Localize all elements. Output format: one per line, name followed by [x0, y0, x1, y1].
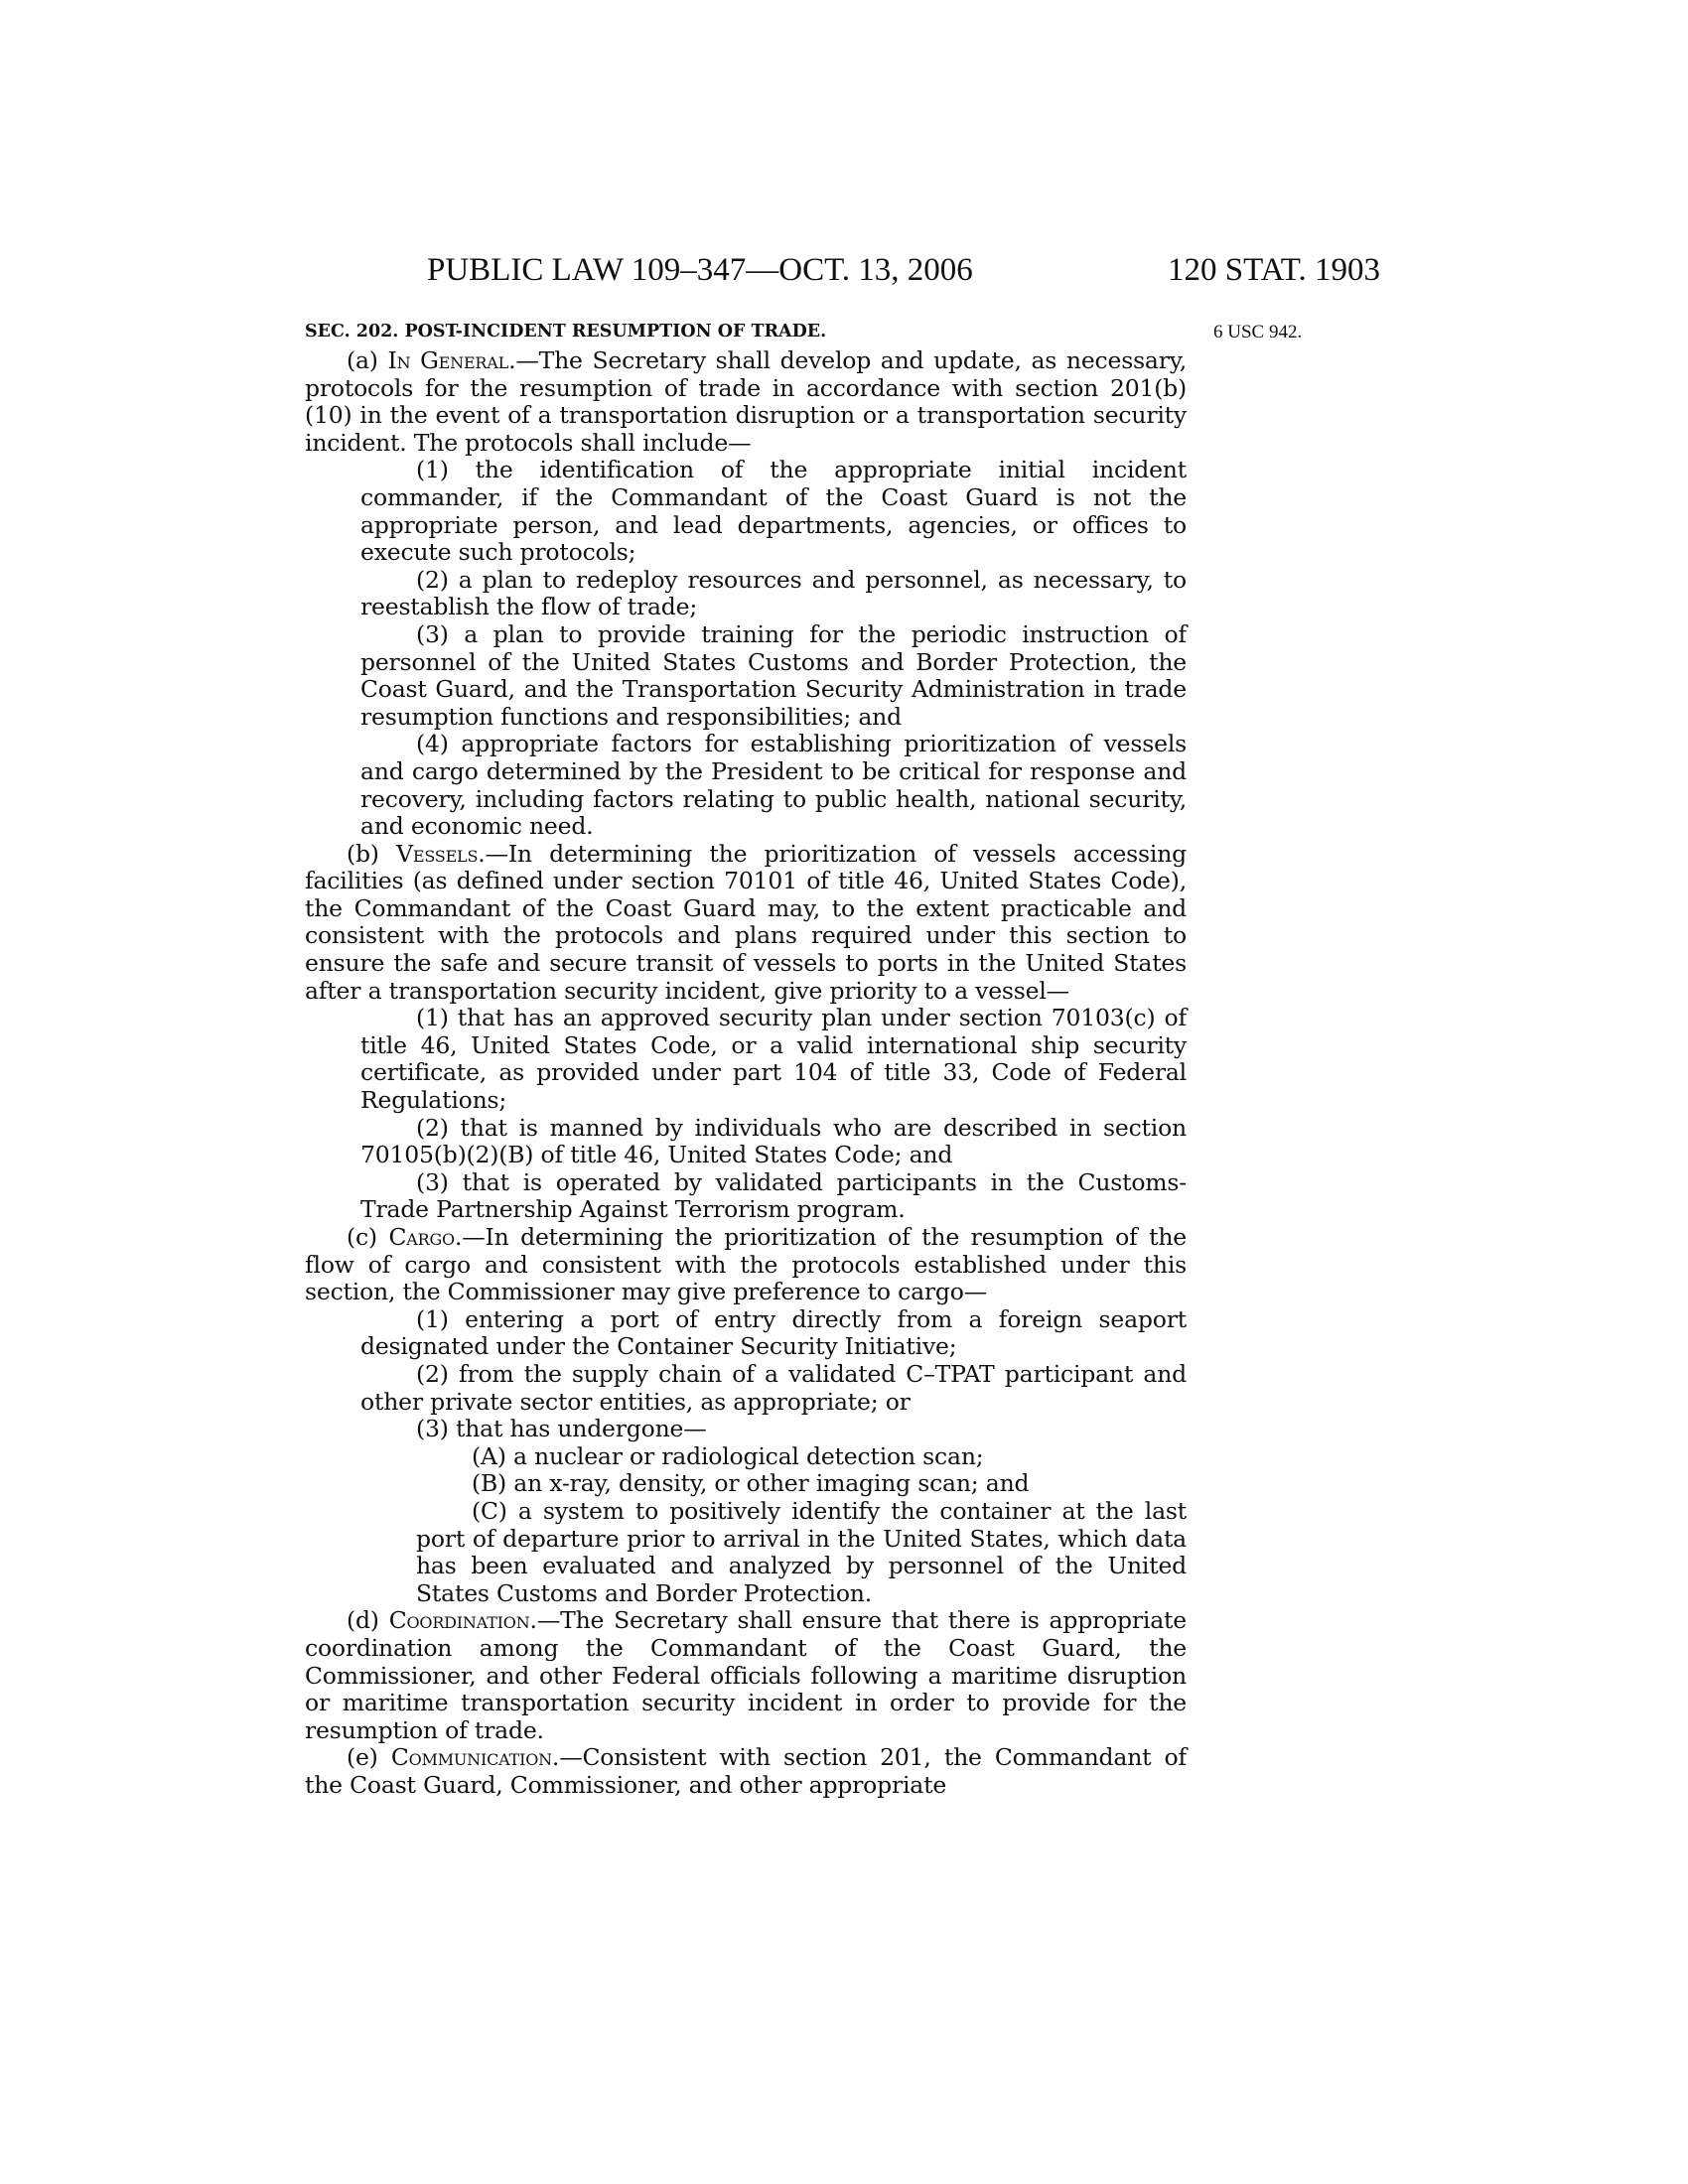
- subsection-marker: (c): [347, 1223, 377, 1251]
- paragraph-b-3: (3) that is operated by validated participants in the Customs-Trade Partnership Against Terrorism program.: [360, 1167, 1187, 1224]
- paragraph-text: Consistent with section 201, the Commandant of the Coast Guard, Commissioner, and other appropriate: [305, 1743, 1187, 1799]
- subsection-c: (c) Cargo.—In determining the prioritization of the resumption of the flow of cargo and consistent with the protocols established under this section, the Commissioner may give preference to cargo—: [305, 1223, 1187, 1306]
- paragraph-a-3: (3) a plan to provide training for the periodic instruction of personnel of the United States Customs and Border Protection, the Coast Guard, and the Transportation Security Administration in trade resumption functions and responsibilities; and: [360, 619, 1187, 731]
- subsection-marker: (e): [347, 1743, 378, 1772]
- paragraph-a-1: (1) the identification of the appropriate initial incident commander, if the Commandant of the Coast Guard is not the appropriate person, and lead departments, agencies, or offices to execute such protocols;: [360, 456, 1187, 567]
- paragraph-text: In determining the prioritization of vessels accessing facilities (as defined under section 70101 of title 46, United States Code), the Commandant of the Coast Guard may, to the extent practicable and consistent with the protocols and plans required under this section to ensure the safe and secure transit of vessels to ports in the United States after a transportation security incident, give priority to a vessel—: [305, 839, 1187, 1005]
- subsection-caption: In General: [387, 346, 509, 374]
- margin-citation: 6 USC 942.: [1213, 322, 1303, 342]
- paragraph-a-4: (4) appropriate factors for establishing prioritization of vessels and cargo determined by the President to be critical for response and recovery, including factors relating to public health, national security, and economic need.: [360, 730, 1187, 841]
- subsection-b: (b) Vessels.—In determining the prioritization of vessels accessing facilities (as defined under section 70101 of title 46, United States Code), the Commandant of the Coast Guard may, to the extent practicable and consistent with the protocols and plans required under this section to ensure the safe and secure transit of vessels to ports in the United States after a transportation security incident, give priority to a vessel—: [305, 839, 1187, 1005]
- paragraph-b-1: (1) that has an approved security plan under section 70103(c) of title 46, United States Code, or a valid international ship security certificate, as provided under part 104 of title 33, Code of Federal Regulations;: [360, 1004, 1187, 1115]
- subsection-caption: Vessels: [396, 839, 479, 868]
- subsection-d: (d) Coordination.—The Secretary shall ensure that there is appropriate coordination among the Commandant of the Coast Guard, the Commissioner, and other Federal officials following a maritime disruption or maritime transportation security incident in order to provide for the resumption of trade.: [305, 1606, 1187, 1744]
- section-heading: SEC. 202. POST-INCIDENT RESUMPTION OF TRADE.: [305, 322, 827, 341]
- subsection-caption: Communication: [390, 1743, 552, 1772]
- running-head: [298, 250, 1380, 290]
- paragraph-text: In determining the prioritization of the resumption of the flow of cargo and consistent with the protocols established under this section, the Commissioner may give preference to cargo—: [305, 1223, 1187, 1306]
- paragraph-a-2: (2) a plan to redeploy resources and personnel, as necessary, to reestablish the flow of trade;: [360, 565, 1187, 621]
- subparagraph-c-3-c: (C) a system to positively identify the container at the last port of departure prior to arrival in the United States, which data has been evaluated and analyzed by personnel of the United States Customs and Border Protection.: [416, 1496, 1187, 1607]
- paragraph-text: The Secretary shall ensure that there is appropriate coordination among the Commandant of the Coast Guard, the Commissioner, and other Federal officials following a maritime disruption or maritime transportation security incident in order to provide for the resumption of trade.: [305, 1606, 1187, 1744]
- subparagraph-c-3-a: (A) a nuclear or radiological detection scan;: [472, 1441, 984, 1470]
- subsection-marker: (b): [347, 839, 379, 868]
- paragraph-c-1: (1) entering a port of entry directly from a foreign seaport designated under the Container Security Initiative;: [360, 1304, 1187, 1361]
- subsection-caption: Coordination: [388, 1606, 530, 1635]
- subsection-a: (a) In General.—The Secretary shall develop and update, as necessary, protocols for the resumption of trade in accordance with section 201(b)(10) in the event of a transportation disruption or a transportation security incident. The protocols shall include—: [305, 346, 1187, 457]
- paragraph-c-2: (2) from the supply chain of a validated C–TPAT participant and other private sector entities, as appropriate; or: [360, 1359, 1187, 1416]
- stat-page-reference: 120 STAT. 1903: [1167, 252, 1380, 288]
- subparagraph-c-3-b: (B) an x-ray, density, or other imaging scan; and: [472, 1469, 1030, 1498]
- subsection-marker: (d): [347, 1606, 379, 1635]
- law-title: PUBLIC LAW 109–347—OCT. 13, 2006: [427, 252, 973, 288]
- section-body: [305, 316, 1187, 1799]
- paragraph-b-2: (2) that is manned by individuals who are described in section 70105(b)(2)(B) of title 46, United States Code; and: [360, 1113, 1187, 1169]
- subsection-e: (e) Communication.—Consistent with section 201, the Commandant of the Coast Guard, Commissioner, and other appropriate: [305, 1743, 1187, 1799]
- paragraph-text: The Secretary shall develop and update, as necessary, protocols for the resumption of trade in accordance with section 201(b)(10) in the event of a transportation disruption or a transportation security incident. The protocols shall include—: [305, 346, 1187, 457]
- subsection-marker: (a): [347, 346, 378, 374]
- paragraph-c-3: (3) that has undergone—: [416, 1415, 707, 1443]
- subsection-caption: Cargo: [388, 1223, 455, 1251]
